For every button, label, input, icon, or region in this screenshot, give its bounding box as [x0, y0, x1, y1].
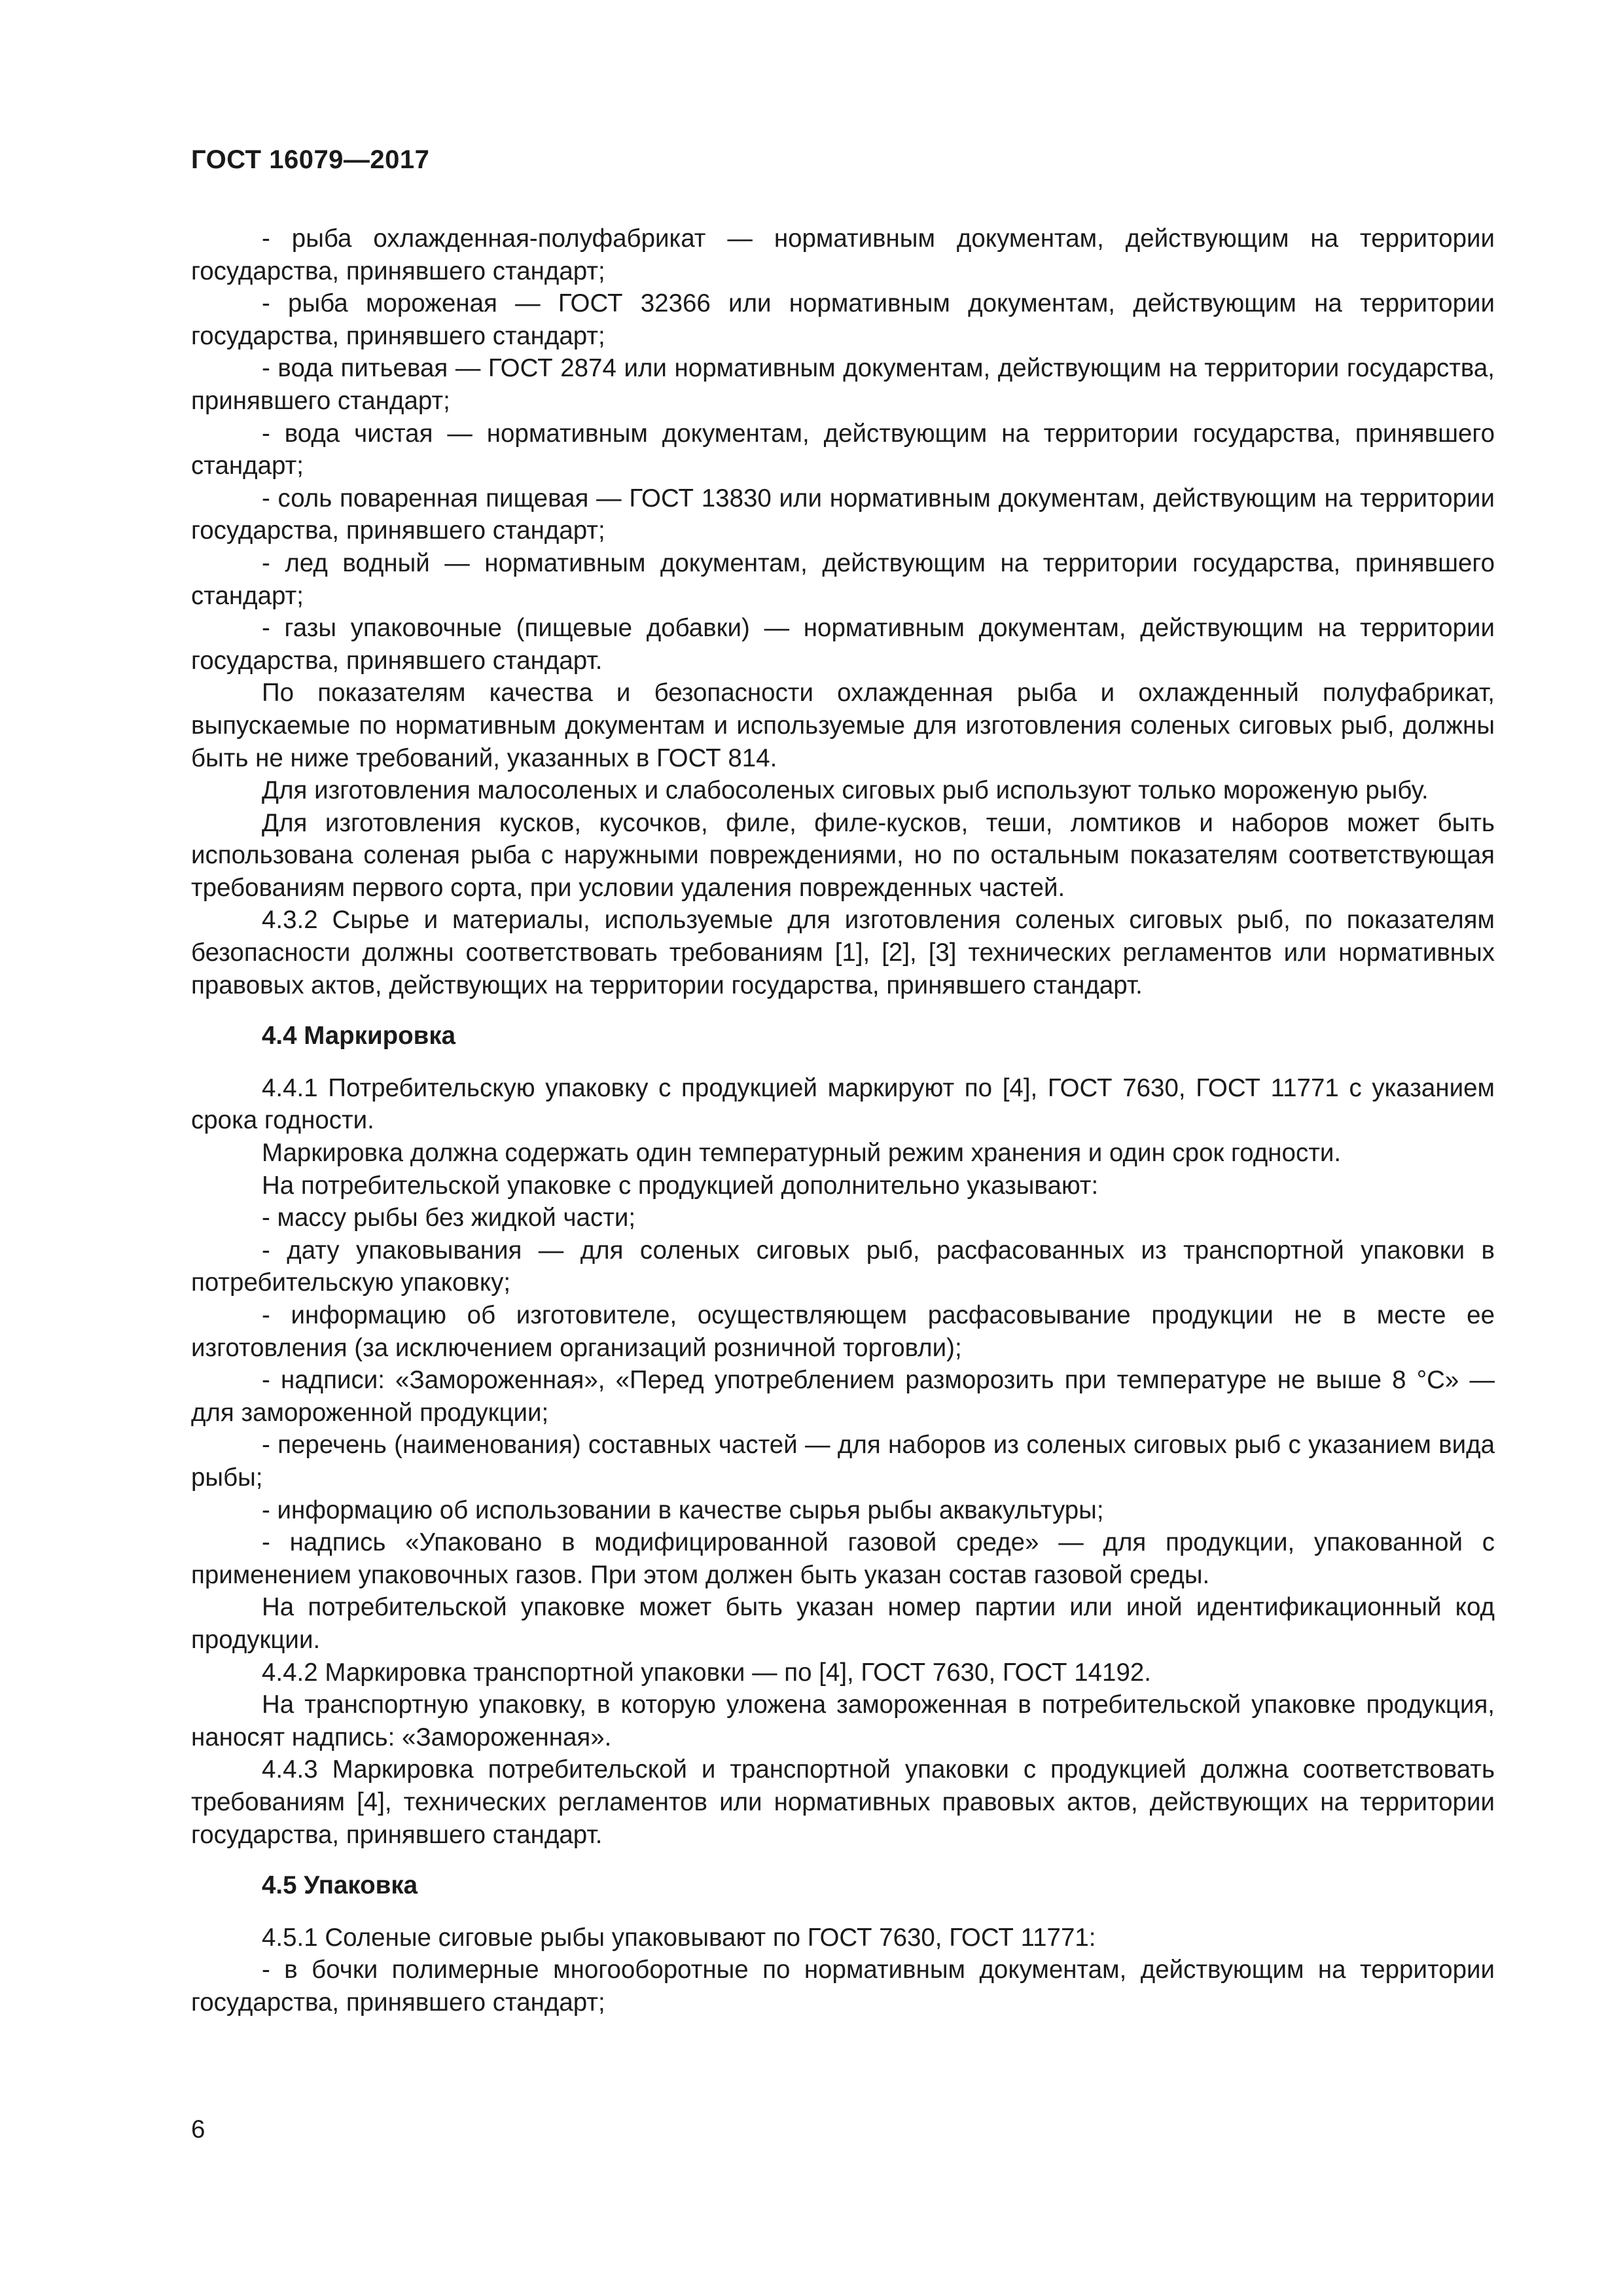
section-heading-4-4: 4.4 Маркировка: [262, 1022, 456, 1050]
paragraph: - массу рыбы без жидкой части;: [262, 1204, 636, 1232]
document-code-header: ГОСТ 16079—2017: [191, 145, 430, 174]
paragraph: - дату упаковывания — для соленых сиговых рыб, расфасованных из транспортной упаковки в потребительскую упаковку;: [191, 1236, 1495, 1297]
paragraph: - газы упаковочные (пищевые добавки) — нормативным документам, действующим на территории государства, принявшего стандарт.: [191, 614, 1495, 675]
paragraph: Для изготовления малосоленых и слабосоленых сиговых рыб используют только мороженую рыбу.: [262, 776, 1429, 805]
paragraph: 4.4.3 Маркировка потребительской и транспортной упаковки с продукцией должна соответствовать требованиям [4], технических регламентов или нормативных правовых актов, действующих на территории государства, принявшего стандарт.: [191, 1755, 1495, 1849]
paragraph: - рыба мороженая — ГОСТ 32366 или нормативным документам, действующим на территории государства, принявшего стандарт;: [191, 289, 1495, 350]
paragraph: На транспортную упаковку, в которую уложена замороженная в потребительской упаковке продукция, наносят надпись: «Замороженная».: [191, 1691, 1495, 1751]
paragraph: - вода питьевая — ГОСТ 2874 или нормативным документам, действующим на территории государства, принявшего стандарт;: [191, 354, 1495, 415]
paragraph: 4.5.1 Соленые сиговые рыбы упаковывают по ГОСТ 7630, ГОСТ 11771:: [262, 1923, 1096, 1952]
paragraph: - информацию об изготовителе, осуществляющем расфасовывание продукции не в месте ее изготовления (за исключением организаций розничной торговли);: [191, 1301, 1495, 1362]
paragraph: - рыба охлажденная-полуфабрикат — нормативным документам, действующим на территории государства, принявшего стандарт;: [191, 224, 1495, 285]
page-number: 6: [191, 2115, 205, 2144]
paragraph: По показателям качества и безопасности охлажденная рыба и охлажденный полуфабрикат, выпускаемые по нормативным документам и используемые для изготовления соленых сиговых рыб, должны быть не ниже требований, указанных в ГОСТ 814.: [191, 679, 1495, 772]
paragraph: 4.4.1 Потребительскую упаковку с продукцией маркируют по [4], ГОСТ 7630, ГОСТ 11771 с указанием срока годности.: [191, 1073, 1495, 1135]
paragraph: 4.3.2 Сырье и материалы, используемые для изготовления соленых сиговых рыб, по показателям безопасности должны соответствовать требованиям [1], [2], [3] технических регламентов или нормативных правовых актов, действующих на территории государства, принявшего стандарт.: [191, 906, 1495, 999]
paragraph: 4.4.2 Маркировка транспортной упаковки — по [4], ГОСТ 7630, ГОСТ 14192.: [262, 1658, 1151, 1687]
paragraph: - соль поваренная пищевая — ГОСТ 13830 или нормативным документам, действующим на территории государства, принявшего стандарт;: [191, 484, 1495, 545]
paragraph: - перечень (наименования) составных частей — для наборов из соленых сиговых рыб с указанием вида рыбы;: [191, 1431, 1495, 1492]
paragraph: На потребительской упаковке может быть указан номер партии или иной идентификационный код продукции.: [191, 1593, 1495, 1654]
section-heading-4-5: 4.5 Упаковка: [262, 1871, 418, 1900]
paragraph: - информацию об использовании в качестве сырья рыбы аквакультуры;: [262, 1496, 1104, 1524]
document-body: [191, 223, 1495, 2018]
paragraph: Маркировка должна содержать один температурный режим хранения и один срок годности.: [262, 1139, 1342, 1168]
paragraph: - надпись «Упаковано в модифицированной газовой среде» — для продукции, упакованной с применением упаковочных газов. При этом должен быть указан состав газовой среды.: [191, 1528, 1495, 1589]
paragraph: На потребительской упаковке с продукцией дополнительно указывают:: [262, 1171, 1099, 1200]
paragraph: - лед водный — нормативным документам, действующим на территории государства, принявшего стандарт;: [191, 548, 1495, 610]
paragraph: - вода чистая — нормативным документам, действующим на территории государства, принявшего стандарт;: [191, 419, 1495, 480]
paragraph: - надписи: «Замороженная», «Перед употреблением разморозить при температуре не выше 8 °С» — для замороженной продукции;: [191, 1366, 1495, 1427]
paragraph: - в бочки полимерные многооборотные по нормативным документам, действующим на территории государства, принявшего стандарт;: [191, 1956, 1495, 2017]
paragraph: Для изготовления кусков, кусочков, филе, филе-кусков, теши, ломтиков и наборов может быть использована соленая рыба с наружными повреждениями, но по остальным показателям соответствующая требованиям первого сорта, при условии удаления поврежденных частей.: [191, 808, 1495, 902]
